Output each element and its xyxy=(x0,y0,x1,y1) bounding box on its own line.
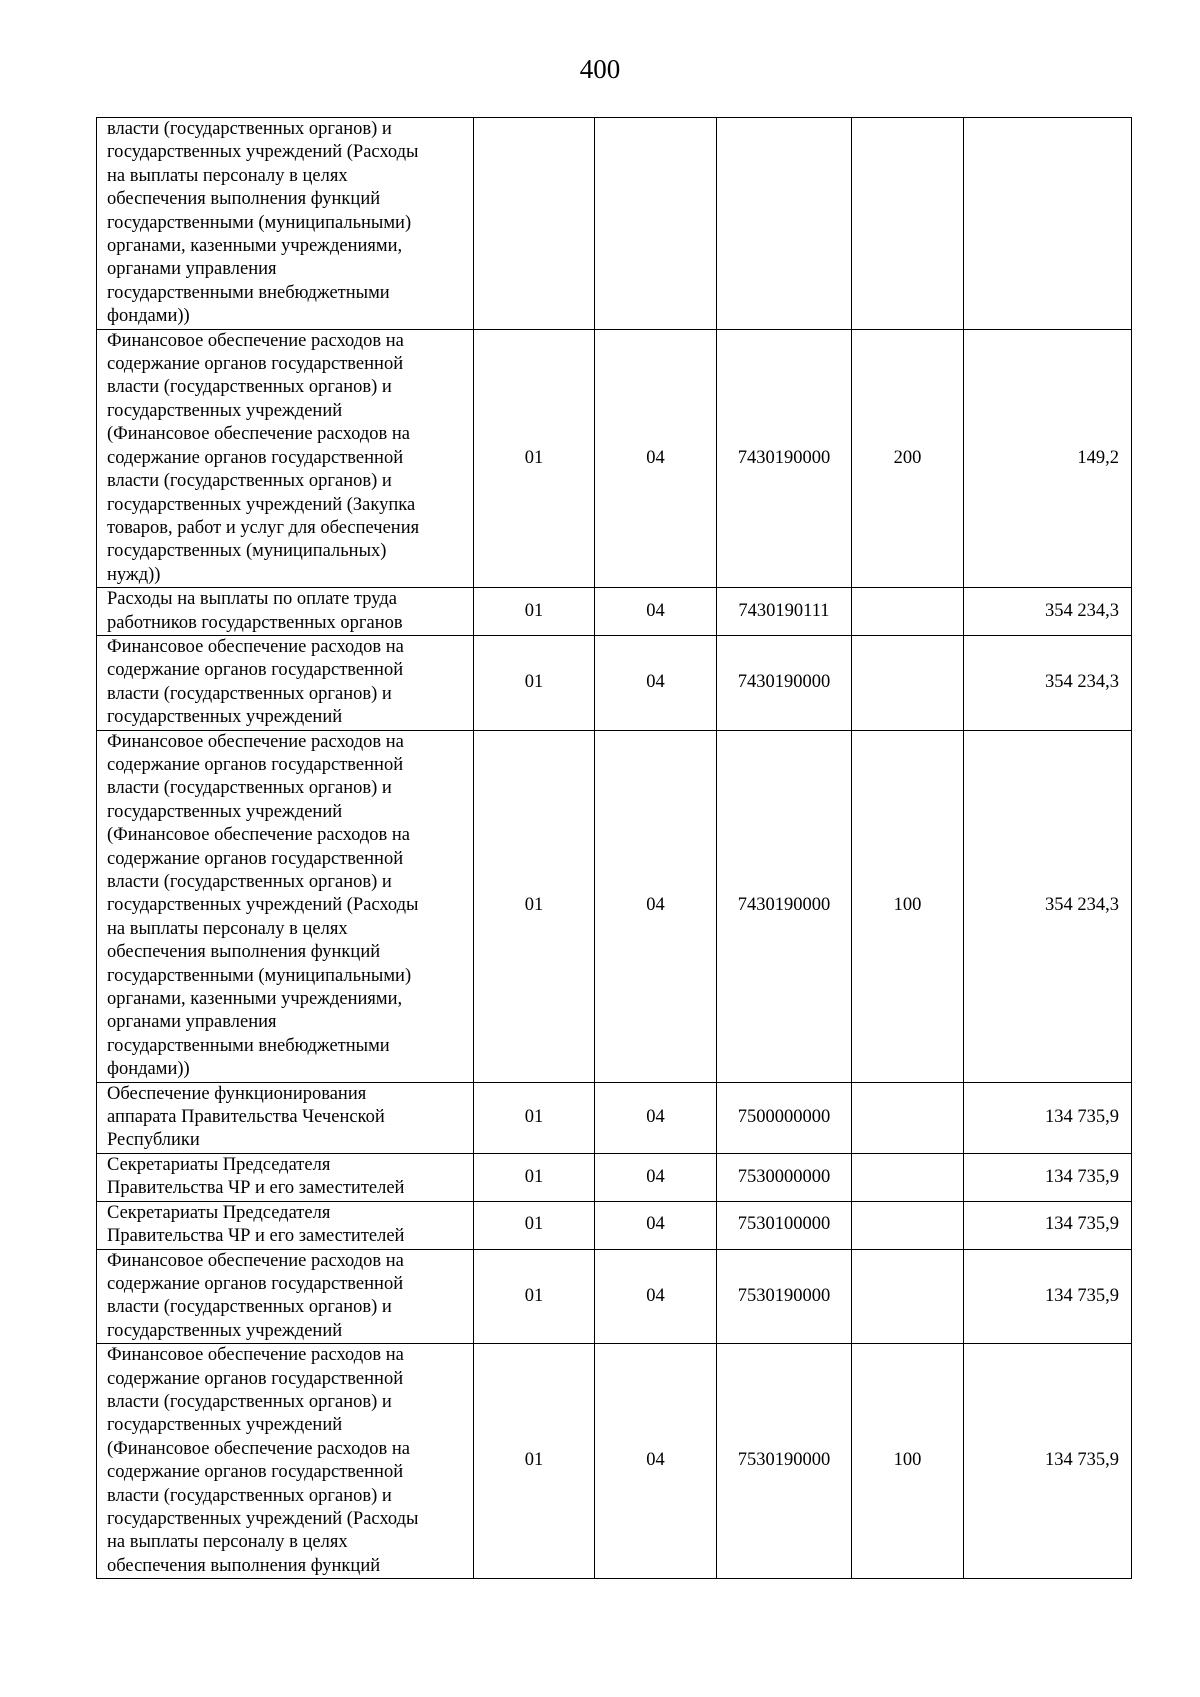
section-code-cell: 01 xyxy=(474,1249,595,1344)
amount-cell: 354 234,3 xyxy=(964,588,1132,636)
subsection-code-cell: 04 xyxy=(595,635,717,730)
expense-name-cell: Секретариаты Председателя Правительства ЧР и его заместителей xyxy=(97,1201,474,1249)
page-number: 400 xyxy=(579,54,621,84)
subsection-code-cell: 04 xyxy=(595,588,717,636)
subsection-code-cell: 04 xyxy=(595,730,717,1082)
section-code-cell: 01 xyxy=(474,730,595,1082)
expense-name-cell: Финансовое обеспечение расходов на содержание органов государственной власти (государственных органов) и государственных учреждений (Финансовое обеспечение расходов на содержание органов государственной власти (государственных органов) и государственных учреждений (Расходы на выплаты персоналу в целях обеспечения выполнения функций государственными (муниципальными) органами, казенными учреждениями, органами управления государственными внебюджетными фондами)) xyxy=(97,730,474,1082)
subsection-code-cell: 04 xyxy=(595,1153,717,1201)
target-item-code-cell: 7500000000 xyxy=(717,1082,852,1153)
expense-name-cell: Секретариаты Председателя Правительства ЧР и его заместителей xyxy=(97,1153,474,1201)
expense-name-cell: Финансовое обеспечение расходов на содержание органов государственной власти (государственных органов) и государственных учреждений xyxy=(97,635,474,730)
table-row xyxy=(97,730,1132,1082)
section-code-cell: 01 xyxy=(474,1201,595,1249)
subsection-code-cell: 04 xyxy=(595,329,717,587)
target-item-code-cell xyxy=(717,118,852,330)
amount-cell: 354 234,3 xyxy=(964,730,1132,1082)
expense-type-code-cell xyxy=(852,1153,964,1201)
target-item-code-cell: 7530190000 xyxy=(717,1249,852,1344)
section-code-cell: 01 xyxy=(474,1082,595,1153)
amount-cell: 149,2 xyxy=(964,329,1132,587)
subsection-code-cell: 04 xyxy=(595,1344,717,1579)
target-item-code-cell: 7530000000 xyxy=(717,1153,852,1201)
expense-name-cell: Финансовое обеспечение расходов на содержание органов государственной власти (государственных органов) и государственных учреждений (Финансовое обеспечение расходов на содержание органов государственной власти (государственных органов) и государственных учреждений (Закупка товаров, работ и услуг для обеспечения государственных (муниципальных) нужд)) xyxy=(97,329,474,587)
table-row xyxy=(97,118,1132,330)
budget-table xyxy=(96,117,1132,1579)
expense-type-code-cell: 100 xyxy=(852,730,964,1082)
section-code-cell: 01 xyxy=(474,588,595,636)
expense-type-code-cell xyxy=(852,1082,964,1153)
table-row xyxy=(97,329,1132,587)
amount-cell: 134 735,9 xyxy=(964,1082,1132,1153)
expense-name-cell: Финансовое обеспечение расходов на содержание органов государственной власти (государственных органов) и государственных учреждений (Финансовое обеспечение расходов на содержание органов государственной власти (государственных органов) и государственных учреждений (Расходы на выплаты персоналу в целях обеспечения выполнения функций xyxy=(97,1344,474,1579)
table-row xyxy=(97,1082,1132,1153)
expense-name-cell: власти (государственных органов) и государственных учреждений (Расходы на выплаты персоналу в целях обеспечения выполнения функций государственными (муниципальными) органами, казенными учреждениями, органами управления государственными внебюджетными фондами)) xyxy=(97,118,474,330)
expense-name-cell: Обеспечение функционирования аппарата Правительства Чеченской Республики xyxy=(97,1082,474,1153)
expense-name-cell: Финансовое обеспечение расходов на содержание органов государственной власти (государственных органов) и государственных учреждений xyxy=(97,1249,474,1344)
amount-cell: 134 735,9 xyxy=(964,1249,1132,1344)
subsection-code-cell: 04 xyxy=(595,1201,717,1249)
table-row xyxy=(97,635,1132,730)
section-code-cell: 01 xyxy=(474,1344,595,1579)
subsection-code-cell: 04 xyxy=(595,1249,717,1344)
section-code-cell: 01 xyxy=(474,635,595,730)
target-item-code-cell: 7530100000 xyxy=(717,1201,852,1249)
expense-type-code-cell xyxy=(852,1201,964,1249)
expense-type-code-cell xyxy=(852,588,964,636)
section-code-cell: 01 xyxy=(474,1153,595,1201)
expense-type-code-cell xyxy=(852,635,964,730)
expense-type-code-cell xyxy=(852,118,964,330)
target-item-code-cell: 7430190000 xyxy=(717,329,852,587)
subsection-code-cell xyxy=(595,118,717,330)
target-item-code-cell: 7430190000 xyxy=(717,635,852,730)
table-row xyxy=(97,588,1132,636)
target-item-code-cell: 7430190000 xyxy=(717,730,852,1082)
amount-cell: 354 234,3 xyxy=(964,635,1132,730)
table-row xyxy=(97,1153,1132,1201)
amount-cell: 134 735,9 xyxy=(964,1344,1132,1579)
target-item-code-cell: 7530190000 xyxy=(717,1344,852,1579)
table-row xyxy=(97,1249,1132,1344)
target-item-code-cell: 7430190111 xyxy=(717,588,852,636)
section-code-cell: 01 xyxy=(474,329,595,587)
table-row xyxy=(97,1344,1132,1579)
expense-type-code-cell: 200 xyxy=(852,329,964,587)
amount-cell: 134 735,9 xyxy=(964,1201,1132,1249)
expense-type-code-cell: 100 xyxy=(852,1344,964,1579)
section-code-cell xyxy=(474,118,595,330)
amount-cell: 134 735,9 xyxy=(964,1153,1132,1201)
expense-type-code-cell xyxy=(852,1249,964,1344)
subsection-code-cell: 04 xyxy=(595,1082,717,1153)
expense-name-cell: Расходы на выплаты по оплате труда работников государственных органов xyxy=(97,588,474,636)
amount-cell xyxy=(964,118,1132,330)
table-row xyxy=(97,1201,1132,1249)
